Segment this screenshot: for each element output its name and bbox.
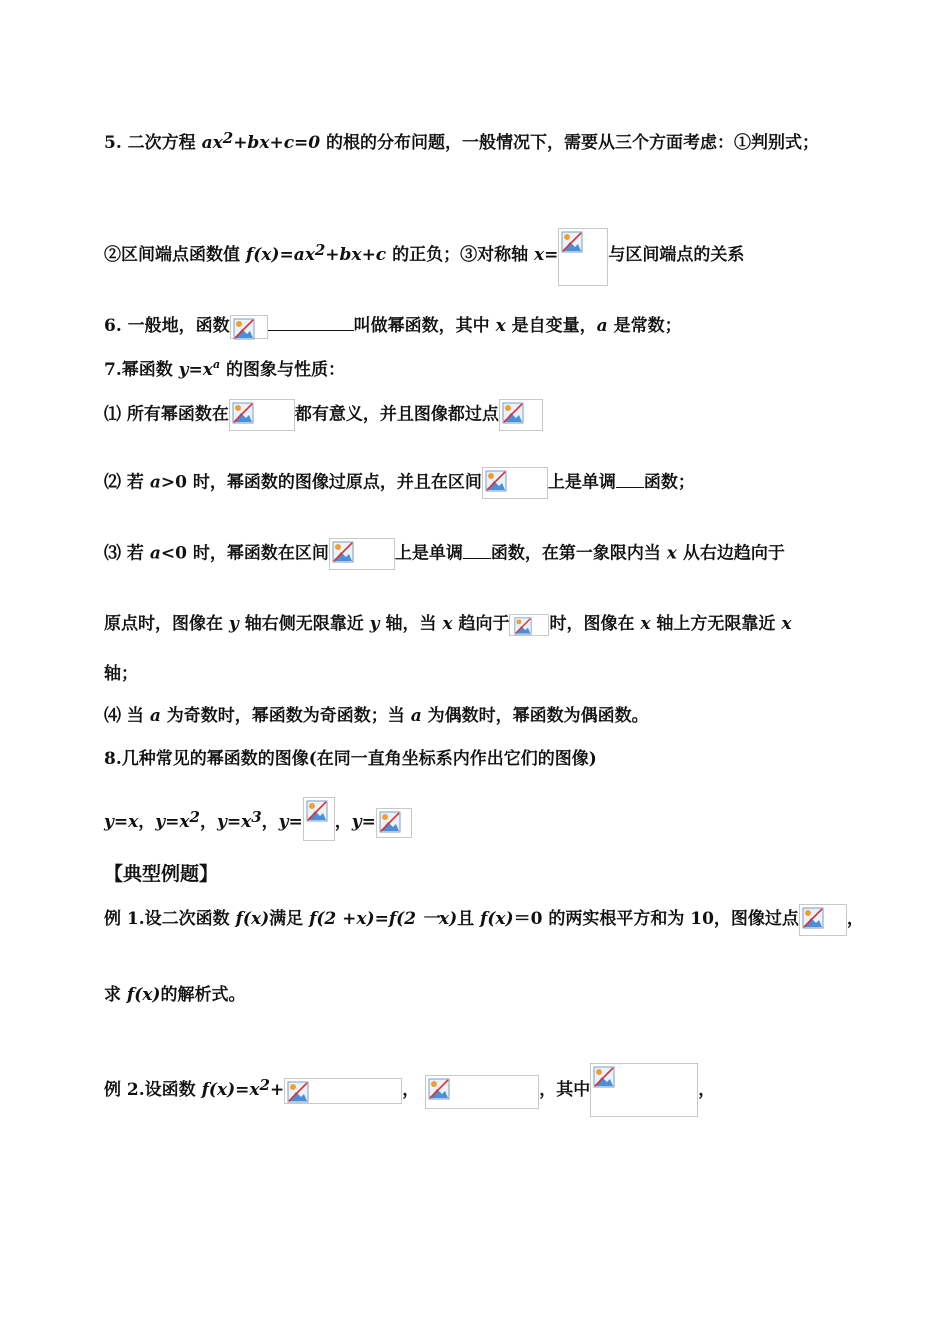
- item7-p2: ⑵ 若 a>0 时，幂函数的图像过原点，并且在区间 上是单调 函数；: [104, 467, 695, 499]
- broken-image-icon: [425, 1075, 539, 1109]
- broken-image-icon: [230, 315, 268, 339]
- broken-image-icon: [229, 399, 295, 431]
- example2-line: 例 2.设函数 $f(x)=x^2+$ ， ，其中 ，: [104, 1063, 715, 1117]
- broken-image-icon: [509, 614, 549, 636]
- item7-title: 7.幂函数 $y=x^a$ 的图象与性质：: [104, 358, 345, 380]
- item7-p3: ⑶ 若 a<0 时，幂函数在区间 上是单调 函数，在第一象限内当 x 从右边趋向于: [104, 538, 785, 570]
- examples-heading: 【典型例题】: [104, 863, 219, 885]
- broken-image-icon: [303, 797, 335, 841]
- fill-in-blank: [268, 316, 354, 331]
- item5-line2: ②区间端点函数值 $f(x)=ax^2+bx+c$ 的正负；③对称轴 x= 与区间端点的关系: [104, 228, 744, 286]
- broken-image-icon: [558, 228, 608, 286]
- example1-line1: 例 1.设二次函数 f(x)满足 f(2 +x)=f(2 一x)且 f(x)＝0 的两实根平方和为 10，图像过点 ，: [104, 904, 864, 936]
- broken-image-icon: [590, 1063, 698, 1117]
- example1-line2: 求 f(x)的解析式。: [104, 985, 246, 1005]
- fill-in-blank: [616, 473, 644, 488]
- item7-p3-line3: 轴；: [104, 664, 138, 684]
- broken-image-icon: [284, 1078, 402, 1104]
- broken-image-icon: [376, 808, 412, 838]
- item5-line1: 5. 二次方程 $ax^2+bx+c=0$ 的根的分布问题，一般情况下，需要从三个方面考虑：①判别式；: [104, 129, 820, 153]
- item7-p3-line2: 原点时，图像在 y 轴右侧无限靠近 y 轴，当 x 趋向于 时，图像在 x 轴上方无限靠近 x: [104, 614, 792, 634]
- item7-p1: ⑴ 所有幂函数在 都有意义，并且图像都过点: [104, 399, 543, 431]
- broken-image-icon: [499, 399, 543, 431]
- item7-p4: ⑷ 当 a 为奇数时，幂函数为奇函数；当 a 为偶数时，幂函数为偶函数。: [104, 706, 649, 726]
- broken-image-icon: [799, 904, 847, 936]
- broken-image-icon: [329, 538, 395, 570]
- broken-image-icon: [482, 467, 548, 499]
- fill-in-blank: [463, 544, 491, 559]
- item8-functions: y=x，$y=x^2$，$y=x^3$，y= ，y=: [104, 797, 412, 841]
- item8-title: 8.几种常见的幂函数的图像(在同一直角坐标系内作出它们的图像): [104, 749, 597, 769]
- item6-line: 6. 一般地，函数 叫做幂函数，其中 x 是自变量，a 是常数；: [104, 311, 682, 339]
